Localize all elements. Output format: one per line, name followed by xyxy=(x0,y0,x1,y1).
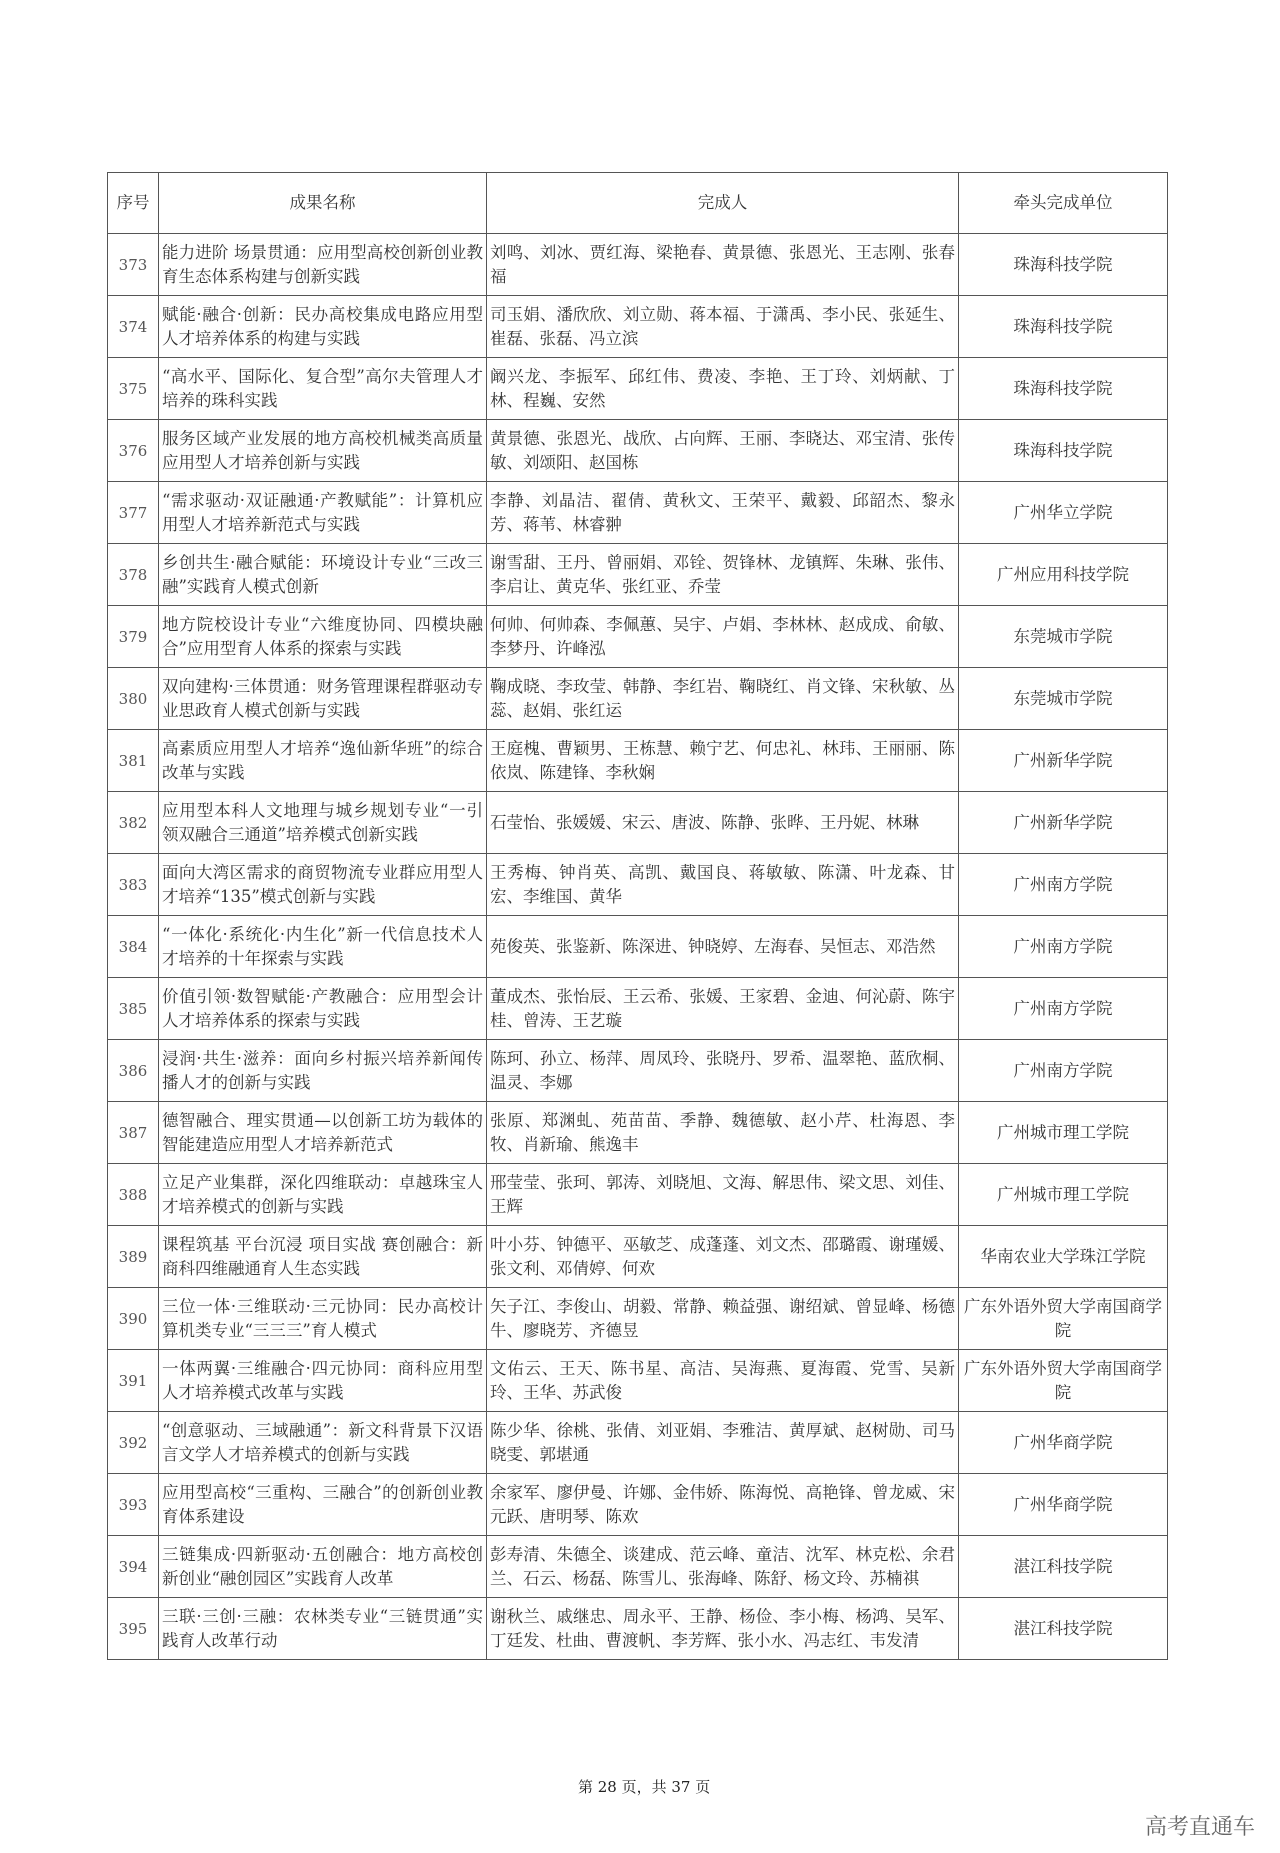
cell-persons: 叶小芬、钟德平、巫敏芝、成蓬蓬、刘文杰、邵璐霞、谢瑾媛、张文利、邓倩婷、何欢 xyxy=(487,1226,959,1288)
cell-persons: 余家军、廖伊曼、许娜、金伟娇、陈海悦、高艳锋、曾龙威、宋元跃、唐明琴、陈欢 xyxy=(487,1474,959,1536)
table-row xyxy=(108,358,1168,420)
page-number: 第 28 页，共 37 页 xyxy=(578,1778,711,1796)
table-row xyxy=(108,1474,1168,1536)
cell-persons: 矢子江、李俊山、胡毅、常静、赖益强、谢绍斌、曾显峰、杨德牛、廖晓芳、齐德昱 xyxy=(487,1288,959,1350)
header-seq: 序号 xyxy=(108,173,159,234)
cell-title: 课程筑基 平台沉浸 项目实战 赛创融合：新商科四维融通育人生态实践 xyxy=(159,1226,487,1288)
cell-unit: 珠海科技学院 xyxy=(959,420,1168,482)
cell-persons: 刘鸣、刘冰、贾红海、梁艳春、黄景德、张恩光、王志刚、张春福 xyxy=(487,234,959,296)
cell-seq: 385 xyxy=(108,978,159,1040)
cell-unit: 广州城市理工学院 xyxy=(959,1102,1168,1164)
cell-persons: 阚兴龙、李振军、邱红伟、费凌、李艳、王丁玲、刘炳献、丁林、程巍、安然 xyxy=(487,358,959,420)
table-row xyxy=(108,730,1168,792)
cell-seq: 376 xyxy=(108,420,159,482)
cell-title: “需求驱动·双证融通·产教赋能”：计算机应用型人才培养新范式与实践 xyxy=(159,482,487,544)
table-row xyxy=(108,792,1168,854)
cell-title: “一体化·系统化·内生化”新一代信息技术人才培养的十年探索与实践 xyxy=(159,916,487,978)
cell-seq: 382 xyxy=(108,792,159,854)
table-row xyxy=(108,1040,1168,1102)
cell-title: 三联·三创·三融：农林类专业“三链贯通”实践育人改革行动 xyxy=(159,1598,487,1660)
cell-title: 高素质应用型人才培养“逸仙新华班”的综合改革与实践 xyxy=(159,730,487,792)
cell-persons: 陈珂、孙立、杨萍、周凤玲、张晓丹、罗希、温翠艳、蓝欣桐、温灵、李娜 xyxy=(487,1040,959,1102)
cell-persons: 王庭槐、曹颖男、王栋慧、赖宁艺、何忠礼、林玮、王丽丽、陈依岚、陈建锋、李秋娴 xyxy=(487,730,959,792)
cell-seq: 383 xyxy=(108,854,159,916)
cell-persons: 文佑云、王天、陈书星、高洁、吴海燕、夏海霞、党雪、吴新玲、王华、苏武俊 xyxy=(487,1350,959,1412)
cell-title: 赋能·融合·创新：民办高校集成电路应用型人才培养体系的构建与实践 xyxy=(159,296,487,358)
cell-unit: 珠海科技学院 xyxy=(959,296,1168,358)
table-row xyxy=(108,296,1168,358)
table-row xyxy=(108,1598,1168,1660)
table-row xyxy=(108,606,1168,668)
cell-title: 双向建构·三体贯通：财务管理课程群驱动专业思政育人模式创新与实践 xyxy=(159,668,487,730)
cell-title: 面向大湾区需求的商贸物流专业群应用型人才培养“135”模式创新与实践 xyxy=(159,854,487,916)
cell-persons: 鞠成晓、李玫莹、韩静、李红岩、鞠晓红、肖文锋、宋秋敏、丛蕊、赵娟、张红运 xyxy=(487,668,959,730)
cell-unit: 广东外语外贸大学南国商学院 xyxy=(959,1288,1168,1350)
table-row xyxy=(108,668,1168,730)
cell-unit: 广州南方学院 xyxy=(959,916,1168,978)
cell-seq: 391 xyxy=(108,1350,159,1412)
cell-title: 三位一体·三维联动·三元协同：民办高校计算机类专业“三三三”育人模式 xyxy=(159,1288,487,1350)
cell-unit: 广州华商学院 xyxy=(959,1412,1168,1474)
cell-title: “高水平、国际化、复合型”高尔夫管理人才培养的珠科实践 xyxy=(159,358,487,420)
header-title: 成果名称 xyxy=(159,173,487,234)
cell-title: “创意驱动、三域融通”：新文科背景下汉语言文学人才培养模式的创新与实践 xyxy=(159,1412,487,1474)
cell-seq: 384 xyxy=(108,916,159,978)
cell-persons: 王秀梅、钟肖英、高凯、戴国良、蒋敏敏、陈潇、叶龙森、甘宏、李维国、黄华 xyxy=(487,854,959,916)
table-header-row xyxy=(108,173,1168,234)
cell-seq: 390 xyxy=(108,1288,159,1350)
cell-persons: 黄景德、张恩光、战欣、占向辉、王丽、李晓达、邓宝清、张传敏、刘颂阳、赵国栋 xyxy=(487,420,959,482)
cell-title: 能力进阶 场景贯通：应用型高校创新创业教育生态体系构建与创新实践 xyxy=(159,234,487,296)
cell-title: 德智融合、理实贯通—以创新工坊为载体的智能建造应用型人才培养新范式 xyxy=(159,1102,487,1164)
table-row xyxy=(108,1412,1168,1474)
table-row xyxy=(108,420,1168,482)
cell-seq: 389 xyxy=(108,1226,159,1288)
cell-title: 乡创共生·融合赋能：环境设计专业“三改三融”实践育人模式创新 xyxy=(159,544,487,606)
cell-title: 一体两翼·三维融合·四元协同：商科应用型人才培养模式改革与实践 xyxy=(159,1350,487,1412)
cell-unit: 珠海科技学院 xyxy=(959,358,1168,420)
cell-persons: 石莹怡、张媛媛、宋云、唐波、陈静、张晔、王丹妮、林琳 xyxy=(487,792,959,854)
cell-seq: 373 xyxy=(108,234,159,296)
header-persons: 完成人 xyxy=(487,173,959,234)
cell-persons: 谢秋兰、戚继忠、周永平、王静、杨俭、李小梅、杨鸿、吴军、丁廷发、杜曲、曹渡帆、李芳辉、张小水、冯志红、韦发清 xyxy=(487,1598,959,1660)
cell-unit: 广州新华学院 xyxy=(959,730,1168,792)
cell-seq: 380 xyxy=(108,668,159,730)
cell-seq: 387 xyxy=(108,1102,159,1164)
cell-persons: 李静、刘晶洁、翟倩、黄秋文、王荣平、戴毅、邱韶杰、黎永芳、蒋苇、林睿翀 xyxy=(487,482,959,544)
table-row xyxy=(108,1350,1168,1412)
cell-unit: 广州南方学院 xyxy=(959,1040,1168,1102)
table-row xyxy=(108,1164,1168,1226)
cell-unit: 湛江科技学院 xyxy=(959,1536,1168,1598)
cell-persons: 谢雪甜、王丹、曾丽娟、邓铨、贺锋林、龙镇辉、朱琳、张伟、李启让、黄克华、张红亚、乔莹 xyxy=(487,544,959,606)
cell-title: 服务区域产业发展的地方高校机械类高质量应用型人才培养创新与实践 xyxy=(159,420,487,482)
cell-unit: 广州华商学院 xyxy=(959,1474,1168,1536)
achievements-table xyxy=(107,172,1168,1660)
cell-persons: 司玉娟、潘欣欣、刘立勋、蒋本福、于潇禹、李小民、张延生、崔磊、张磊、冯立滨 xyxy=(487,296,959,358)
cell-unit: 广州新华学院 xyxy=(959,792,1168,854)
cell-title: 应用型高校“三重构、三融合”的创新创业教育体系建设 xyxy=(159,1474,487,1536)
cell-persons: 彭寿清、朱德全、谈建成、范云峰、童洁、沈军、林克松、余君兰、石云、杨磊、陈雪儿、张海峰、陈舒、杨文玲、苏楠祺 xyxy=(487,1536,959,1598)
cell-seq: 386 xyxy=(108,1040,159,1102)
cell-persons: 邢莹莹、张珂、郭涛、刘晓旭、文海、解思伟、梁文思、刘佳、王辉 xyxy=(487,1164,959,1226)
table-row xyxy=(108,1536,1168,1598)
cell-seq: 381 xyxy=(108,730,159,792)
table-row xyxy=(108,1288,1168,1350)
table-row xyxy=(108,978,1168,1040)
cell-title: 立足产业集群，深化四维联动：卓越珠宝人才培养模式的创新与实践 xyxy=(159,1164,487,1226)
cell-unit: 珠海科技学院 xyxy=(959,234,1168,296)
cell-unit: 湛江科技学院 xyxy=(959,1598,1168,1660)
table-row xyxy=(108,482,1168,544)
cell-seq: 374 xyxy=(108,296,159,358)
cell-unit: 东莞城市学院 xyxy=(959,668,1168,730)
cell-unit: 广东外语外贸大学南国商学院 xyxy=(959,1350,1168,1412)
cell-seq: 393 xyxy=(108,1474,159,1536)
cell-seq: 379 xyxy=(108,606,159,668)
table-row xyxy=(108,916,1168,978)
cell-seq: 394 xyxy=(108,1536,159,1598)
cell-seq: 378 xyxy=(108,544,159,606)
cell-persons: 董成杰、张怡辰、王云希、张媛、王家碧、金迪、何沁蔚、陈宇桂、曾涛、王艺璇 xyxy=(487,978,959,1040)
table-row xyxy=(108,544,1168,606)
watermark: 高考直通车 xyxy=(1145,1815,1256,1840)
cell-title: 价值引领·数智赋能·产教融合：应用型会计人才培养体系的探索与实践 xyxy=(159,978,487,1040)
cell-seq: 392 xyxy=(108,1412,159,1474)
cell-seq: 375 xyxy=(108,358,159,420)
table-row xyxy=(108,1226,1168,1288)
cell-title: 地方院校设计专业“六维度协同、四模块融合”应用型育人体系的探索与实践 xyxy=(159,606,487,668)
cell-unit: 广州应用科技学院 xyxy=(959,544,1168,606)
cell-persons: 张原、郑渊虬、苑苗苗、季静、魏德敏、赵小芹、杜海恩、李牧、肖新瑜、熊逸丰 xyxy=(487,1102,959,1164)
cell-seq: 377 xyxy=(108,482,159,544)
cell-unit: 广州城市理工学院 xyxy=(959,1164,1168,1226)
header-unit: 牵头完成单位 xyxy=(959,173,1168,234)
table-row xyxy=(108,1102,1168,1164)
cell-unit: 广州华立学院 xyxy=(959,482,1168,544)
cell-persons: 何帅、何帅森、李佩蕙、吴宇、卢娟、李林林、赵成成、俞敏、李梦丹、许峰泓 xyxy=(487,606,959,668)
cell-unit: 广州南方学院 xyxy=(959,978,1168,1040)
cell-seq: 395 xyxy=(108,1598,159,1660)
cell-persons: 陈少华、徐桃、张倩、刘亚娟、李雅洁、黄厚斌、赵树勋、司马晓雯、郭堪通 xyxy=(487,1412,959,1474)
cell-title: 浸润·共生·滋养：面向乡村振兴培养新闻传播人才的创新与实践 xyxy=(159,1040,487,1102)
cell-title: 三链集成·四新驱动·五创融合：地方高校创新创业“融创园区”实践育人改革 xyxy=(159,1536,487,1598)
cell-title: 应用型本科人文地理与城乡规划专业“一引领双融合三通道”培养模式创新实践 xyxy=(159,792,487,854)
cell-unit: 广州南方学院 xyxy=(959,854,1168,916)
cell-seq: 388 xyxy=(108,1164,159,1226)
table-row xyxy=(108,854,1168,916)
cell-unit: 华南农业大学珠江学院 xyxy=(959,1226,1168,1288)
cell-unit: 东莞城市学院 xyxy=(959,606,1168,668)
cell-persons: 苑俊英、张鉴新、陈深进、钟晓婷、左海春、吴恒志、邓浩然 xyxy=(487,916,959,978)
table-row xyxy=(108,234,1168,296)
